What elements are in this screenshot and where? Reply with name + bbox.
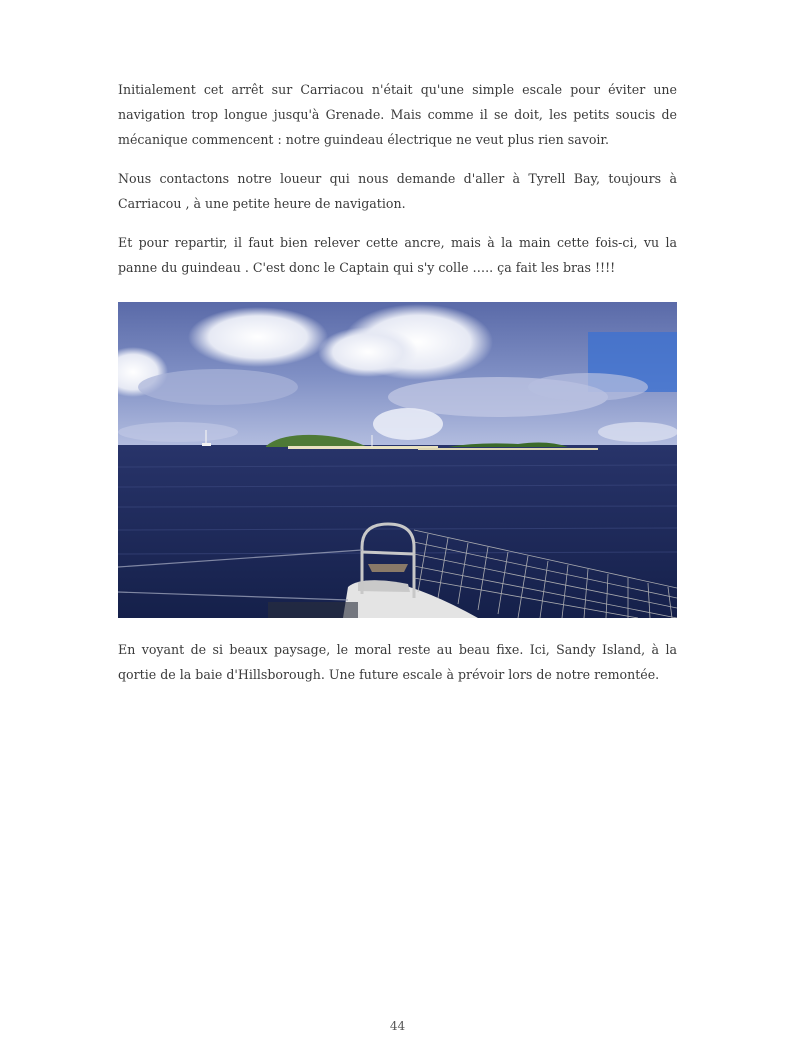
sandy-island-photo	[118, 302, 677, 618]
page-number: 44	[389, 1019, 406, 1033]
paragraph-sandy-island: En voyant de si beaux paysage, le moral reste au beau fixe. Ici, Sandy Island, à la qortie de la baie d'Hillsborough. Une future escale à prévoir lors de notre remontée.	[118, 642, 677, 682]
paragraph-tyrell-bay: Nous contactons notre loueur qui nous demande d'aller à Tyrell Bay, toujours à Carriacou , à une petite heure de navigation.	[118, 171, 677, 211]
paragraph-escale: Initialement cet arrêt sur Carriacou n'était qu'une simple escale pour éviter une navigation trop longue jusqu'à Grenade. Mais comme il se doit, les petits soucis de mécanique commencent : notre guindeau électrique ne veut plus rien savoir.	[118, 82, 677, 147]
paragraph-ancre: Et pour repartir, il faut bien relever cette ancre, mais à la main cette fois-ci, vu la panne du guindeau . C'est donc le Captain qui s'y colle ….. ça fait les bras !!!!	[118, 235, 677, 275]
